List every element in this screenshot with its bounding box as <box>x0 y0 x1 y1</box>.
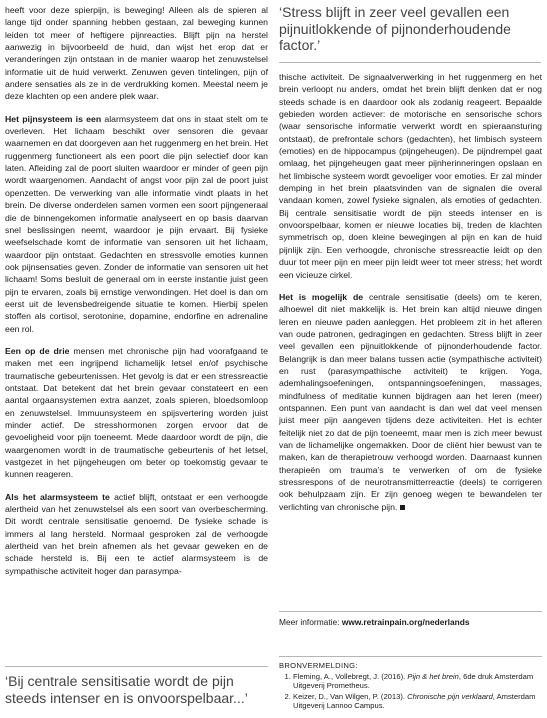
reference-authors: Fleming, A., Vollebregt, J. (2016). <box>293 671 408 681</box>
paragraph-lead: Als het alarmsysteem te <box>5 491 110 502</box>
paragraph-lead: Een op de drie <box>5 345 70 356</box>
paragraph-lead: Het pijnsysteem is een <box>5 113 102 124</box>
paragraph-text: actief blijft, ontstaat er een verhoogde alertheid van het zenuwstelsel als een soort van overbescherming. Dit wordt centrale sensitisatie genoemd. De fysieke schade is immers al lang hersteld. Normaal gesproken zal de verhoogde alertheid van het brein afnemen als het gevaar geweken en de schade hersteld is. Bij een te actief alarmsysteem is de sympathische activiteit hoger dan parasympa- <box>5 491 268 576</box>
more-info-link[interactable]: www.retrainpain.org/nederlands <box>341 617 470 627</box>
reference-item <box>293 672 542 691</box>
reference-authors: Keizer, D., Van Wilgen, P. (2013). <box>293 691 408 701</box>
paragraph <box>279 71 542 281</box>
reference-item <box>293 692 542 711</box>
paragraph-text: thische activiteit. De signaalverwerking in het ruggenmerg en het brein verloopt nu anders, omdat het brein blijft denken dat er nog steeds schade is en daardoor ook als zodanig reageert. Bepaalde gebieden worden actiever: de motorische en sensorische schors (waar sensorische informatie verwerkt wordt en spieraansturing ontstaat), de prefrontale schors (gedachten), het limbisch systeem (emoties) en de hippocampus (pijngeheugen). De pijndrempel gaat omlaag, het pijngeheugen gaat meer pijnherinneringen opslaan en het limbische systeem wordt gevoeliger voor emoties. Er zal minder demping in het brein plaatsvinden van de signalen die overal vandaan komen, zowel fysieke signalen, als emoties of gedachten. Bij centrale sensitisatie wordt de pijn steeds intenser en is onvoorspelbaar, komen er nieuwe locaties bij, treden de klachten symmetrisch op, doen kleine bewegingen al pijn en kan de huid pijnlijk zijn. Een verhoogde, chronische stressreactie leidt op den duur tot meer pijn en meer pijn leidt weer tot meer stress; het wordt een vicieuze cirkel. <box>279 72 542 280</box>
paragraph <box>5 4 268 103</box>
pull-quote-bottom: ‘Bij centrale sensitisatie wordt de pijn steeds intenser en is onvoorspelbaar...’ <box>5 666 268 706</box>
more-info-label: Meer informatie: <box>279 617 342 627</box>
more-info <box>279 611 542 628</box>
end-mark-icon <box>400 505 405 510</box>
reference-publisher: , 6de druk Amsterdam Uitgeverij Prometheus. <box>293 671 534 691</box>
references <box>279 656 542 712</box>
left-column <box>5 4 268 587</box>
reference-title: Chronische pijn verklaard <box>407 691 493 701</box>
paragraph <box>279 291 542 513</box>
paragraph-lead: Het is mogelijk de <box>279 291 364 302</box>
references-list <box>279 672 542 711</box>
references-title: BRONVERMELDING: <box>279 661 358 670</box>
paragraph <box>5 491 268 577</box>
paragraph-text: alarmsysteem dat ons in staat stelt om te overleven. Het lichaam beschikt over sensoren die gevaar waarnemen en dat doorgeven aan het ruggenmerg en het brein. Het ruggenmerg functioneert als een poort die pijn selectief door kan laten. Afleiding zal de poort sluiten waardoor er minder of geen pijn wordt waargenomen. Aandacht of angst voor pijn zal de poort juist openzetten. De verwerking van alle informatie vindt plaats in het brein. De diverse onderdelen samen vormen een soort pijngeneraal die de binnengekomen informatie analyseert en op basis daarvan snel beslissingen neemt, waardoor je pijn ervaart. Bij fysieke weefselschade komt de informatie van sensoren uit het lichaam, waardoor pijn ontstaat. Gedachten en stressvolle emoties kunnen ook pijnsensaties geven. Zonder de informatie van sensoren uit het lichaam! Soms besluit de generaal om in eerste instantie juist geen pijn te ervaren, zoals bij ernstige verwondingen. Het doel is dan om eerst uit de levensbedreigende situatie te komen. Hierbij spelen stoffen als cortisol, serotonine, dopamine, endorfine en adrenaline een rol. <box>5 113 269 334</box>
reference-title: Pijn & het brein <box>407 671 459 681</box>
paragraph <box>5 345 268 481</box>
paragraph-text: heeft voor deze spierpijn, is beweging! Alleen als de spieren al lange tijd onder spanning hebben gestaan, zal beweging kunnen leiden tot meer of heftigere pijnreacties. Blijft pijn na herstel aanwezig in bijvoorbeeld de huid, dan wijst het erop dat er veranderingen zijn ontstaan in de manier waarop het zenuwstelsel informatie uit de huid verwerkt. Zenuwen geven tintelingen, pijn of andere sensaties als ze in de verdrukking komen. Meestal neem je deze klachten op een andere plek waar. <box>5 5 268 102</box>
paragraph-text: mensen met chronische pijn had voorafgaand te maken met een ingrijpend lichamelijk letsel en/of psychische traumatische gebeurtenissen. Het gevolg is dat er een stressreactie ontstaat. Dat betekent dat het brein gevaar constateert en een aantal orgaansystemen extra aanzet, zoals spieren, bloedsomloop en zenuwstelsel. Immuunsysteem en spijsvertering worden juist minder actief. De stresshormonen zorgen ervoor dat de gevoeligheid voor pijn toeneemt. Mede daardoor wordt de pijn, die waargenomen wordt in de traumatische gebeurtenis of het letsel, vastgezet in het pijngeheugen om beter op toekomstig gevaar te kunnen reageren. <box>5 345 269 480</box>
reference-publisher: , Amsterdam Uitgeverij Lannoo Campus. <box>293 691 536 711</box>
paragraph-text: centrale sensitisatie (deels) om te keren, alhoewel dit niet makkelijk is. Het brein kan altijd nieuwe dingen leren en nieuwe paden aanleggen. Het probleem zit in het afleren van oude patronen, gedragingen en gedachten. Stress blijft in zeer veel gevallen een pijnuitlokkende of pijnonderhoudende factor. Belangrijk is dan meer balans tussen actie (sympathische activiteit) en rust (parasympathische activiteit) te krijgen. Yoga, ademhalingsoefeningen, ontspanningsoefeningen, massages, mindfulness of meditatie kunnen bijdragen aan het leren (meer) ontspannen. Een punt van aandacht is dan wel dat veel mensen juist meer pijn aangeven tijdens deze activiteiten. Het is echter feitelijk niet zo dat de pijn toeneemt, maar men is zich meer bewust van de lichamelijke ongemakken. Door de cliënt hier bewust van te maken, kan de therapietrouw verhoogd worden. Daarnaast kunnen therapieën om trauma’s te verwerken of om de fysieke stressrespons of de neurotransmitterreactie (deels) te corrigeren ook behulpzaam zijn. Er zijn genoeg wegen te bewandelen ter verlichting van chronische pijn. <box>279 291 542 512</box>
paragraph <box>5 113 268 335</box>
pull-quote-top: ‘Stress blijft in zeer veel gevallen een pijnuitlokkende of pijnonderhoudende factor.’ <box>279 4 541 63</box>
right-column <box>279 71 542 523</box>
